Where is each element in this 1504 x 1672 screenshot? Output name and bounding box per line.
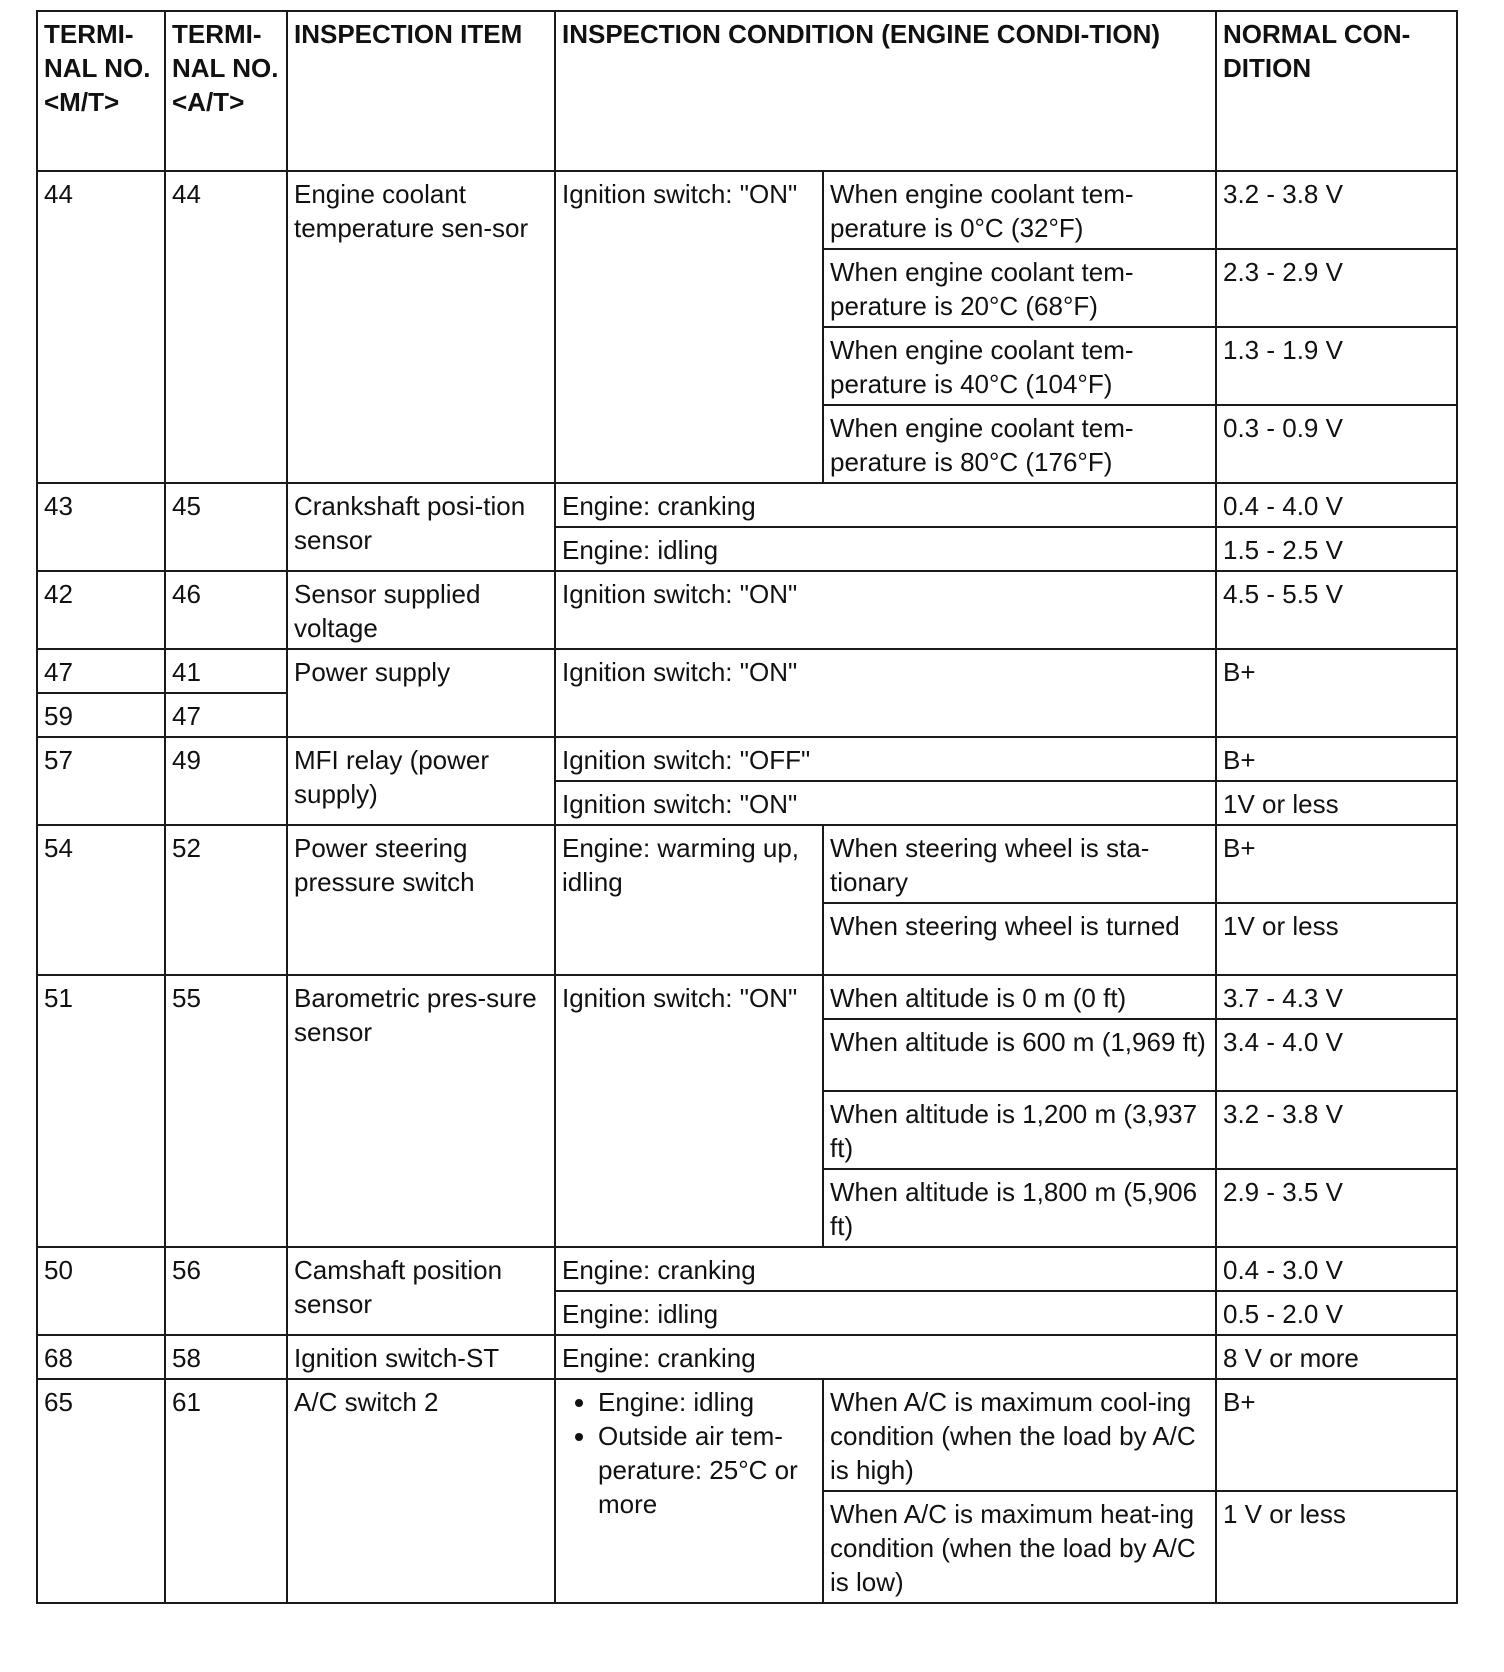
table-row <box>37 975 1457 1019</box>
spec-table <box>36 10 1458 1604</box>
normal-condition-cell: 3.2 - 3.8 V <box>1216 1091 1457 1169</box>
terminal-at-cell: 49 <box>165 737 287 825</box>
terminal-at-cell: 61 <box>165 1379 287 1603</box>
normal-condition-cell: 8 V or more <box>1216 1335 1457 1379</box>
terminal-at-cell: 55 <box>165 975 287 1247</box>
normal-condition-cell: 1V or less <box>1216 781 1457 825</box>
normal-condition-cell: 3.4 - 4.0 V <box>1216 1019 1457 1091</box>
normal-condition-cell: B+ <box>1216 825 1457 903</box>
condition-cell: Ignition switch: "ON" <box>555 781 1216 825</box>
header-row <box>37 11 1457 171</box>
terminal-mt-cell: 54 <box>37 825 165 975</box>
header-inspection-item: INSPECTION ITEM <box>287 11 555 171</box>
normal-condition-cell: 0.4 - 3.0 V <box>1216 1247 1457 1291</box>
table-row <box>37 571 1457 649</box>
table-row <box>37 825 1457 903</box>
normal-condition-cell: 1 V or less <box>1216 1491 1457 1603</box>
terminal-at-cell: 41 <box>165 649 287 693</box>
inspection-item-cell: Power steering pressure switch <box>287 825 555 975</box>
table-row <box>37 1247 1457 1291</box>
sub-condition-cell: When steering wheel is sta-tionary <box>823 825 1216 903</box>
inspection-item-cell: Sensor supplied voltage <box>287 571 555 649</box>
inspection-item-cell: Power supply <box>287 649 555 737</box>
sub-condition-cell: When altitude is 1,200 m (3,937 ft) <box>823 1091 1216 1169</box>
header-terminal-mt: TERMI-NAL NO. <M/T> <box>37 11 165 171</box>
sub-condition-cell: When A/C is maximum cool-ing condition (when the load by A/C is high) <box>823 1379 1216 1491</box>
inspection-item-cell: A/C switch 2 <box>287 1379 555 1603</box>
normal-condition-cell: 2.9 - 3.5 V <box>1216 1169 1457 1247</box>
normal-condition-cell: 0.4 - 4.0 V <box>1216 483 1457 527</box>
inspection-item-cell: Crankshaft posi-tion sensor <box>287 483 555 571</box>
sub-condition-cell: When engine coolant tem-perature is 80°C (176°F) <box>823 405 1216 483</box>
table-row <box>37 171 1457 249</box>
condition-cell: Engine: cranking <box>555 1247 1216 1291</box>
terminal-at-cell: 52 <box>165 825 287 975</box>
inspection-item-cell: Barometric pres-sure sensor <box>287 975 555 1247</box>
terminal-mt-cell: 47 <box>37 649 165 693</box>
table-row <box>37 1335 1457 1379</box>
condition-cell: Ignition switch: "OFF" <box>555 737 1216 781</box>
terminal-inspection-table <box>36 10 1458 1604</box>
header-inspection-condition: INSPECTION CONDITION (ENGINE CONDI-TION) <box>555 11 1216 171</box>
sub-condition-cell: When engine coolant tem-perature is 0°C (32°F) <box>823 171 1216 249</box>
inspection-item-cell: Engine coolant temperature sen-sor <box>287 171 555 483</box>
terminal-mt-cell: 68 <box>37 1335 165 1379</box>
condition-cell: Engine: cranking <box>555 1335 1216 1379</box>
terminal-mt-cell: 43 <box>37 483 165 571</box>
sub-condition-cell: When A/C is maximum heat-ing condition (when the load by A/C is low) <box>823 1491 1216 1603</box>
normal-condition-cell: 3.2 - 3.8 V <box>1216 171 1457 249</box>
terminal-at-cell: 44 <box>165 171 287 483</box>
header-normal-condition: NORMAL CON-DITION <box>1216 11 1457 171</box>
table-row <box>37 483 1457 527</box>
table-row <box>37 737 1457 781</box>
sub-condition-cell: When altitude is 1,800 m (5,906 ft) <box>823 1169 1216 1247</box>
condition-cell: Ignition switch: "ON" <box>555 649 1216 737</box>
normal-condition-cell: 1.3 - 1.9 V <box>1216 327 1457 405</box>
terminal-at-cell: 45 <box>165 483 287 571</box>
sub-condition-cell: When altitude is 0 m (0 ft) <box>823 975 1216 1019</box>
condition-cell: Engine: idling <box>555 1291 1216 1335</box>
terminal-mt-cell: 51 <box>37 975 165 1247</box>
normal-condition-cell: 1.5 - 2.5 V <box>1216 527 1457 571</box>
table-row <box>37 649 1457 693</box>
terminal-mt-cell: 50 <box>37 1247 165 1335</box>
sub-condition-cell: When engine coolant tem-perature is 40°C (104°F) <box>823 327 1216 405</box>
condition-cell: Ignition switch: "ON" <box>555 571 1216 649</box>
terminal-mt-cell: 59 <box>37 693 165 737</box>
terminal-mt-cell: 57 <box>37 737 165 825</box>
inspection-item-cell: Camshaft position sensor <box>287 1247 555 1335</box>
normal-condition-cell: 0.3 - 0.9 V <box>1216 405 1457 483</box>
normal-condition-cell: B+ <box>1216 649 1457 737</box>
terminal-mt-cell: 44 <box>37 171 165 483</box>
normal-condition-cell: 1V or less <box>1216 903 1457 975</box>
sub-condition-cell: When altitude is 600 m (1,969 ft) <box>823 1019 1216 1091</box>
terminal-at-cell: 56 <box>165 1247 287 1335</box>
terminal-at-cell: 47 <box>165 693 287 737</box>
normal-condition-cell: 4.5 - 5.5 V <box>1216 571 1457 649</box>
sub-condition-cell: When steering wheel is turned <box>823 903 1216 975</box>
condition-cell: Engine: idling <box>555 527 1216 571</box>
normal-condition-cell: 3.7 - 4.3 V <box>1216 975 1457 1019</box>
condition-bullet: • Outside air tem-perature: 25°C or more <box>598 1419 816 1521</box>
condition-bullet: • Engine: idling <box>598 1385 816 1419</box>
normal-condition-cell: B+ <box>1216 1379 1457 1491</box>
inspection-item-cell: Ignition switch-ST <box>287 1335 555 1379</box>
condition-cell: Ignition switch: "ON" <box>555 171 823 483</box>
normal-condition-cell: 2.3 - 2.9 V <box>1216 249 1457 327</box>
condition-bullet-list <box>562 1385 816 1521</box>
header-terminal-at: TERMI-NAL NO. <A/T> <box>165 11 287 171</box>
normal-condition-cell: B+ <box>1216 737 1457 781</box>
terminal-mt-cell: 42 <box>37 571 165 649</box>
terminal-at-cell: 58 <box>165 1335 287 1379</box>
condition-cell: Engine: warming up, idling <box>555 825 823 975</box>
condition-cell <box>555 1379 823 1603</box>
normal-condition-cell: 0.5 - 2.0 V <box>1216 1291 1457 1335</box>
terminal-at-cell: 46 <box>165 571 287 649</box>
sub-condition-cell: When engine coolant tem-perature is 20°C (68°F) <box>823 249 1216 327</box>
terminal-mt-cell: 65 <box>37 1379 165 1603</box>
condition-cell: Ignition switch: "ON" <box>555 975 823 1247</box>
condition-cell: Engine: cranking <box>555 483 1216 527</box>
table-row <box>37 1379 1457 1491</box>
inspection-item-cell: MFI relay (power supply) <box>287 737 555 825</box>
